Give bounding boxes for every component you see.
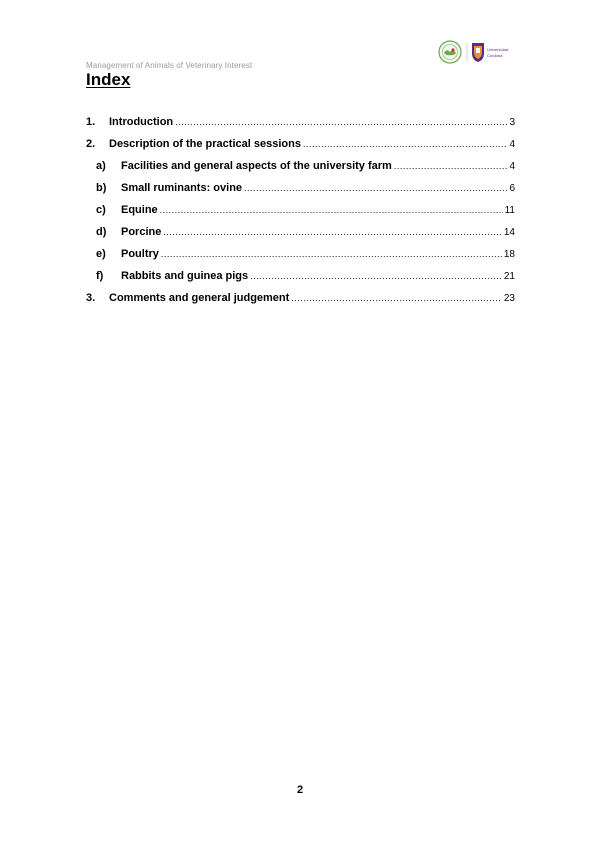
toc-entry[interactable] — [86, 182, 515, 204]
table-of-contents — [86, 116, 515, 314]
toc-entry-number: c) — [96, 204, 106, 216]
toc-entry[interactable] — [86, 138, 515, 160]
toc-entry-page: 18 — [503, 249, 515, 260]
toc-entry-label: Poultry — [121, 248, 159, 260]
running-header: Management of Animals of Veterinary Interest — [86, 61, 253, 70]
toc-entry[interactable] — [86, 270, 515, 292]
index-title: Index — [86, 70, 131, 89]
toc-leader-dots — [244, 183, 507, 193]
institution-logos — [438, 40, 518, 64]
toc-entry-number: f) — [96, 270, 104, 282]
toc-entry-page: 4 — [509, 161, 515, 172]
toc-leader-dots — [175, 117, 507, 127]
toc-leader-dots — [291, 293, 502, 303]
toc-entry-number: 2. — [86, 138, 96, 150]
page-number: 2 — [296, 784, 304, 796]
toc-leader-dots — [161, 249, 502, 259]
toc-entry-page: 3 — [509, 117, 515, 128]
toc-entry-number: 1. — [86, 116, 96, 128]
toc-entry-label: Introduction — [109, 116, 174, 128]
toc-entry[interactable] — [86, 116, 515, 138]
toc-entry-page: 21 — [503, 271, 515, 282]
toc-entry-number: 3. — [86, 292, 96, 304]
toc-leader-dots — [303, 139, 507, 149]
logo-text-line-2: Córdoba — [487, 53, 503, 58]
toc-entry-page: 23 — [503, 293, 515, 304]
toc-entry-number: b) — [96, 182, 107, 194]
toc-entry-label: Comments and general judgement — [109, 292, 290, 304]
toc-entry-label: Small ruminants: ovine — [121, 182, 243, 194]
logo-text-line-1: Universidad — [487, 47, 509, 52]
toc-entry[interactable] — [86, 226, 515, 248]
toc-entry-label: Porcine — [121, 226, 162, 238]
toc-entry-page: 4 — [509, 139, 515, 150]
toc-entry-label: Equine — [121, 204, 158, 216]
toc-entry-number: d) — [96, 226, 107, 238]
toc-leader-dots — [250, 271, 502, 281]
toc-entry[interactable] — [86, 292, 515, 314]
toc-leader-dots — [160, 205, 503, 215]
toc-entry-number: e) — [96, 248, 106, 260]
toc-entry-label: Facilities and general aspects of the university farm — [121, 160, 392, 172]
faculty-seal-logo — [439, 41, 461, 63]
toc-entry-page: 11 — [504, 205, 515, 216]
toc-entry-page: 14 — [503, 227, 515, 238]
toc-entry-label: Description of the practical sessions — [109, 138, 301, 150]
toc-entry[interactable] — [86, 204, 515, 226]
toc-entry-label: Rabbits and guinea pigs — [121, 270, 249, 282]
university-shield-logo — [472, 43, 484, 62]
toc-entry-number: a) — [96, 160, 106, 172]
toc-entry[interactable] — [86, 248, 515, 270]
toc-entry-page: 6 — [509, 183, 515, 194]
toc-entry[interactable] — [86, 160, 515, 182]
toc-leader-dots — [394, 161, 508, 171]
toc-leader-dots — [163, 227, 502, 237]
